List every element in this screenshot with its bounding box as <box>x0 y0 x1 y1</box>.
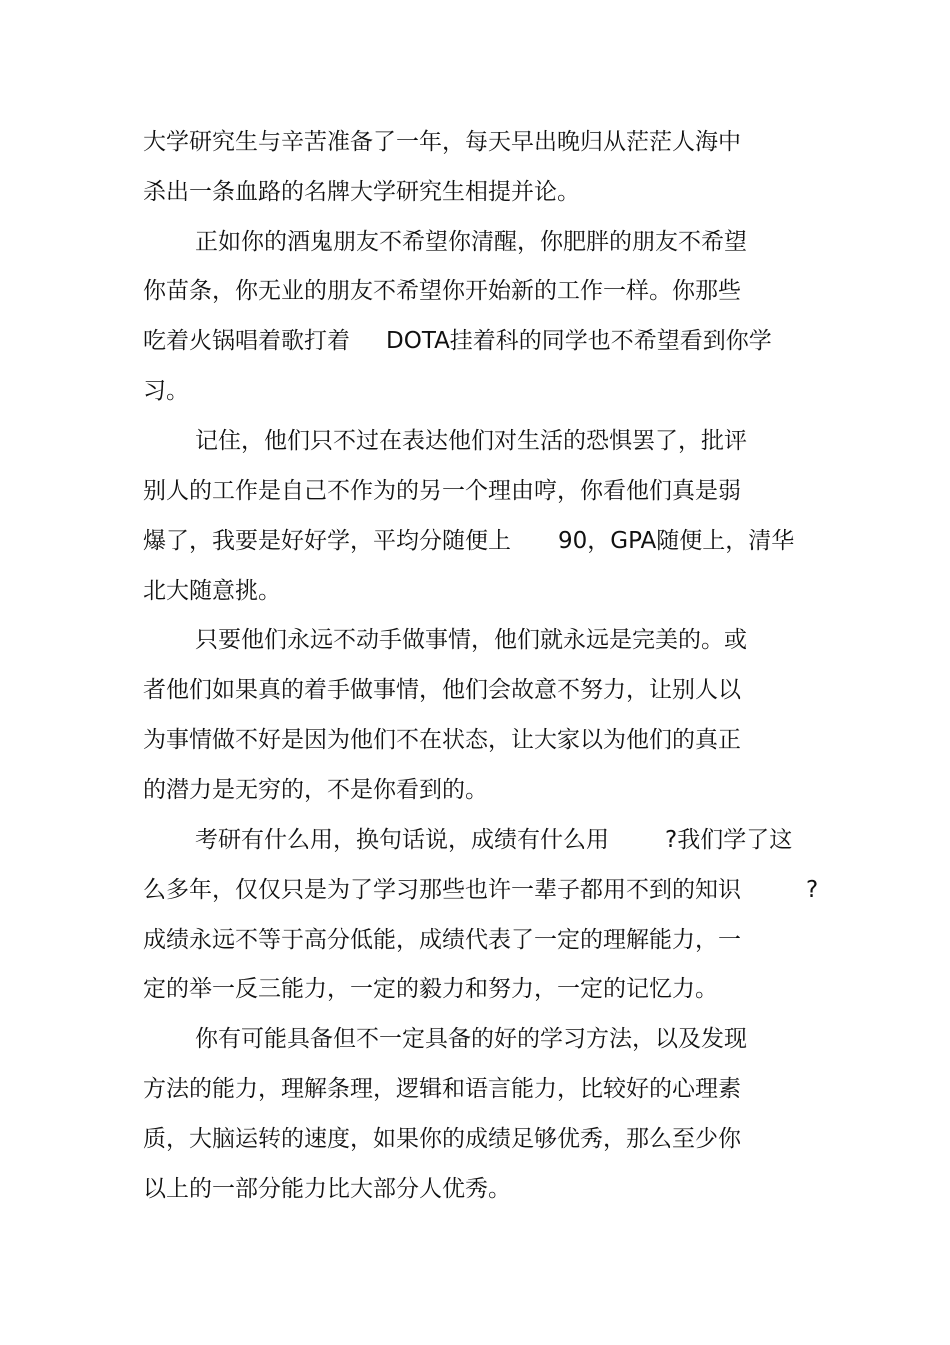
text-line <box>0 375 950 407</box>
text-segment: 你有可能具备但不一定具备的好的学习方法，以及发现 <box>195 1026 747 1052</box>
text-segment: 大学研究生与辛苦准备了一年，每天早出晚归从茫茫人海中 <box>143 129 741 155</box>
text-line <box>0 525 950 557</box>
text-line <box>0 1073 950 1105</box>
text-segment: 你苗条，你无业的朋友不希望你开始新的工作一样。你那些 <box>143 278 741 304</box>
text-segment: 者他们如果真的着手做事情，他们会故意不努力，让别人以 <box>143 677 741 703</box>
text-segment: 习。 <box>143 378 189 404</box>
text-line <box>0 874 950 906</box>
text-segment: 爆了，我要是好好学，平均分随便上 <box>143 528 511 554</box>
text-segment: DOTA挂着科的同学也不希望看到你学 <box>386 328 772 354</box>
text-segment: ?我们学了这 <box>665 827 793 853</box>
text-line <box>0 176 950 208</box>
text-line <box>0 275 950 307</box>
text-line <box>0 425 950 457</box>
text-line <box>0 226 950 258</box>
text-segment: 方法的能力，理解条理，逻辑和语言能力，比较好的心理素 <box>143 1076 741 1102</box>
text-segment: 杀出一条血路的名牌大学研究生相提并论。 <box>143 179 580 205</box>
text-segment: 正如你的酒鬼朋友不希望你清醒，你肥胖的朋友不希望 <box>195 229 747 255</box>
text-line <box>0 624 950 656</box>
text-segment: 为事情做不好是因为他们不在状态，让大家以为他们的真正 <box>143 727 741 753</box>
text-line <box>0 924 950 956</box>
text-segment: 考研有什么用，换句话说，成绩有什么用 <box>195 827 609 853</box>
text-segment: ? <box>806 877 819 903</box>
text-segment: 吃着火锅唱着歌打着 <box>143 328 350 354</box>
text-line <box>0 824 950 856</box>
text-line <box>0 973 950 1005</box>
text-segment: 以上的一部分能力比大部分人优秀。 <box>143 1176 511 1202</box>
text-segment: 90，GPA随便上，清华 <box>558 528 795 554</box>
text-segment: 北大随意挑。 <box>143 578 281 604</box>
text-segment: 质，大脑运转的速度，如果你的成绩足够优秀，那么至少你 <box>143 1126 741 1152</box>
text-line <box>0 575 950 607</box>
text-line <box>0 475 950 507</box>
text-line <box>0 674 950 706</box>
text-segment: 别人的工作是自己不作为的另一个理由哼，你看他们真是弱 <box>143 478 741 504</box>
text-line <box>0 325 950 357</box>
text-segment: 定的举一反三能力，一定的毅力和努力，一定的记忆力。 <box>143 976 718 1002</box>
text-line <box>0 774 950 806</box>
text-segment: 么多年，仅仅只是为了学习那些也许一辈子都用不到的知识 <box>143 877 741 903</box>
text-line <box>0 1173 950 1205</box>
text-segment: 成绩永远不等于高分低能，成绩代表了一定的理解能力，一 <box>143 927 741 953</box>
text-segment: 只要他们永远不动手做事情，他们就永远是完美的。或 <box>195 627 747 653</box>
text-line <box>0 126 950 158</box>
text-segment: 记住，他们只不过在表达他们对生活的恐惧罢了，批评 <box>195 428 747 454</box>
text-line <box>0 1023 950 1055</box>
text-line <box>0 1123 950 1155</box>
text-segment: 的潜力是无穷的，不是你看到的。 <box>143 777 488 803</box>
text-line <box>0 724 950 756</box>
